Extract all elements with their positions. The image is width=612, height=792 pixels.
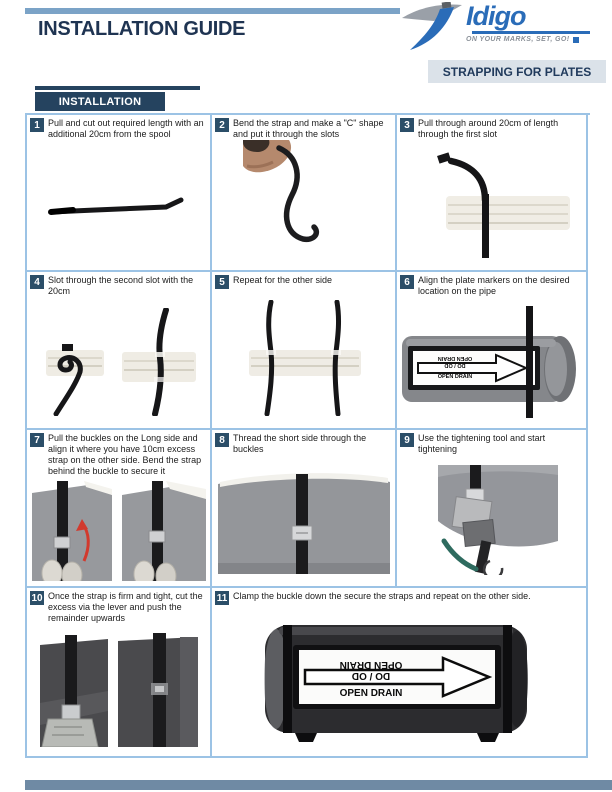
step-instruction: Use the tightening tool and start tightening <box>418 433 546 454</box>
step-number-badge: 3 <box>400 118 414 132</box>
gloved-finger <box>42 560 62 581</box>
step-number-badge: 4 <box>30 275 44 289</box>
strap-left <box>283 625 292 733</box>
step-instruction: Pull through around 20cm of length through the first slot <box>418 118 559 139</box>
step-number-badge: 2 <box>215 118 229 132</box>
step-2-photo <box>214 140 393 268</box>
logo-swoosh-icon <box>398 2 464 54</box>
plate <box>249 350 361 376</box>
step-cell-9 <box>397 430 588 588</box>
step-number-badge: 10 <box>31 592 43 604</box>
step-instruction: Align the plate markers on the desired location on the pipe <box>418 275 570 296</box>
step-cell-2 <box>212 115 397 272</box>
step-11-photo <box>214 605 584 754</box>
step-cell-6 <box>397 272 588 430</box>
marker-text-bottom: OPEN DRAIN <box>339 687 403 699</box>
step-instruction: Pull and cut out required length with an additional 20cm from the spool <box>48 118 204 139</box>
plate <box>46 350 104 376</box>
step-number-badge: 1 <box>30 118 44 132</box>
marker-text-top: OPEN DRAIN <box>339 658 403 670</box>
steps-grid <box>25 113 590 758</box>
strap-right <box>335 302 338 414</box>
strap <box>279 148 316 239</box>
footer-accent-bar <box>25 780 612 790</box>
buckle <box>54 537 70 548</box>
step-1-photo <box>29 140 208 268</box>
step-3-photo <box>399 140 584 268</box>
step-4-photo <box>29 297 208 426</box>
step-instruction: Bend the strap and make a "C" shape and put it through the slots <box>233 118 384 139</box>
step-instruction: Clamp the buckle down the secure the straps and repeat on the other side. <box>233 591 531 601</box>
marker-text-top: OPEN DRAIN <box>437 354 472 361</box>
step-9-photo <box>399 455 584 584</box>
header-accent-bar <box>25 8 400 14</box>
foot <box>295 733 317 742</box>
brand-logo <box>398 2 594 58</box>
step-8-photo <box>214 455 393 584</box>
strap <box>526 306 533 418</box>
buckle <box>62 705 80 719</box>
step-cell-5 <box>212 272 397 430</box>
step-5-photo <box>214 289 393 426</box>
step-number-badge: 9 <box>400 433 414 447</box>
logo-underline <box>472 31 590 34</box>
step-number-badge: 7 <box>30 433 44 447</box>
marker-text-mid: DO / OD <box>443 361 466 368</box>
brand-tagline: ON YOUR MARKS, SET, GO! <box>466 36 570 43</box>
marker-text-bottom: OPEN DRAIN <box>437 373 472 380</box>
product-tag: STRAPPING FOR PLATES <box>428 60 606 83</box>
step-number-badge: 5 <box>215 275 229 289</box>
page-title: INSTALLATION GUIDE <box>38 18 246 40</box>
step-cell-4 <box>27 272 212 430</box>
step-number-badge: 11 <box>216 592 228 604</box>
step-cell-3 <box>397 115 588 272</box>
step-cell-10 <box>27 588 212 758</box>
cutting-tool <box>42 719 98 747</box>
step-instruction: Pull the buckles on the Long side and align it where you have 10cm excess strap on the other side. Bend the strap behind the buckle to secure it <box>48 433 202 476</box>
step-number-badge: 8 <box>215 433 229 447</box>
gloved-finger <box>134 561 154 581</box>
buckle <box>149 531 165 542</box>
brand-name: Idigo <box>466 1 526 31</box>
step-cell-7 <box>27 430 212 588</box>
step-7-photo <box>29 477 208 584</box>
strap-right <box>503 625 512 733</box>
logo-square-icon <box>573 37 579 43</box>
strap <box>296 474 308 574</box>
step-number-badge: 6 <box>400 275 414 289</box>
step-cell-8 <box>212 430 397 588</box>
step-instruction: Thread the short side through the buckles <box>233 433 367 454</box>
step-instruction: Slot through the second slot with the 20cm <box>48 275 194 296</box>
section-title: INSTALLATION <box>35 92 165 111</box>
step-cell-1 <box>27 115 212 272</box>
strap <box>482 194 489 258</box>
step-cell-11 <box>212 588 588 758</box>
marker-text-mid: DO / OD <box>351 669 391 681</box>
foot <box>477 733 499 742</box>
step-10-photo <box>29 624 208 754</box>
step-instruction: Repeat for the other side <box>233 275 333 285</box>
step-6-photo <box>399 297 584 426</box>
section-accent-bar <box>35 86 200 90</box>
step-instruction: Once the strap is firm and tight, cut the excess via the lever and push the remainder upwards <box>48 591 203 623</box>
